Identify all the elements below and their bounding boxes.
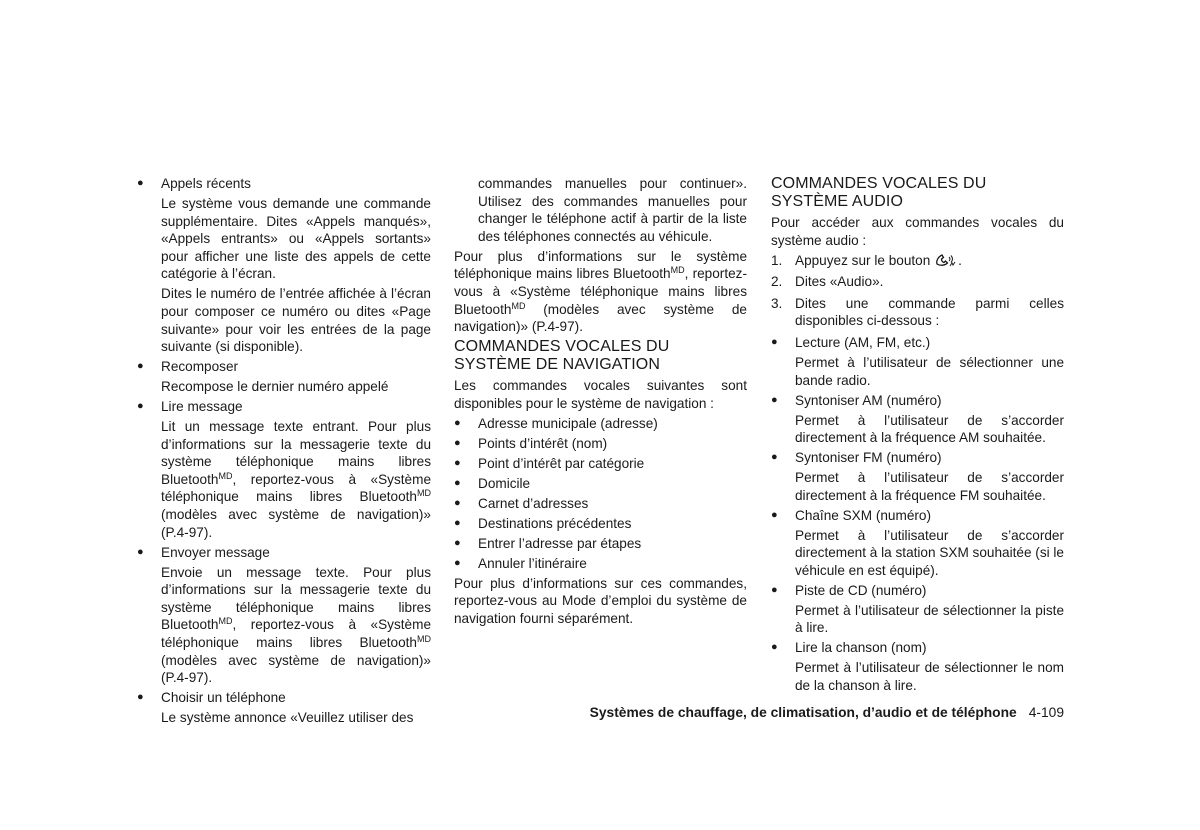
navigation-commands-list — [454, 415, 747, 572]
section-heading: COMMANDES VOCALES DU SYSTÈME AUDIO — [771, 175, 987, 210]
bullet-icon: ● — [137, 691, 144, 704]
list-item: ● Lire message — [137, 399, 243, 415]
list-item: ● Adresse municipale (adresse) — [454, 415, 658, 431]
bullet-icon: ● — [771, 641, 778, 654]
step-item: 1. Appuyez sur le bouton . — [771, 252, 962, 268]
list-item: ● Syntoniser AM (numéro) — [771, 392, 942, 408]
paragraph: Le système vous demande une commande supplémentaire. Dites «Appels manqués», «Appels entrants» ou «Appels sortants» pour afficher une liste des appels de cette catégorie à l’écran. — [161, 195, 431, 282]
paragraph: commandes manuelles pour continuer». Utilisez des commandes manuelles pour changer le téléphone actif à partir de la liste des téléphones connectés au véhicule. — [478, 176, 747, 244]
footer-section-title: Systèmes de chauffage, de climatisation, d’audio et de téléphone — [589, 705, 1017, 720]
column-middle — [454, 175, 747, 630]
paragraph: Le système annonce «Veuillez utiliser des — [161, 710, 414, 726]
bullet-icon: ● — [771, 583, 778, 596]
bullet-icon: ● — [454, 556, 461, 569]
list-item: ● Syntoniser FM (numéro) — [771, 450, 942, 466]
list-item: ● Chaîne SXM (numéro) — [771, 507, 931, 523]
bullet-icon: ● — [454, 476, 461, 489]
list-item: ● Appels récents — [137, 176, 251, 191]
list-item: ● Point d’intérêt par catégorie — [454, 455, 645, 471]
step-item: 2. Dites «Audio». — [771, 274, 884, 290]
paragraph: Dites le numéro de l’entrée affichée à l’écran pour composer ce numéro ou dites «Page suivante» pour voir les entrées de la page suivante (si disponible). — [161, 286, 431, 355]
bullet-icon: ● — [137, 177, 144, 189]
bullet-icon: ● — [454, 536, 461, 549]
bullet-icon: ● — [771, 335, 778, 348]
bullet-icon: ● — [771, 393, 778, 406]
paragraph: Pour plus d’informations sur ces commandes, reportez-vous au Mode d’emploi du système de navigation fourni séparément. — [454, 575, 747, 626]
list-item: ● Lecture (AM, FM, etc.) — [771, 334, 931, 350]
bullet-icon: ● — [771, 451, 778, 464]
list-item: ● Recomposer — [137, 359, 239, 375]
page-footer — [560, 705, 1064, 720]
column-right — [771, 175, 1064, 697]
list-item: ● Points d’intérêt (nom) — [454, 435, 608, 451]
paragraph: Permet à l’utilisateur de sélectionner une bande radio. — [795, 354, 1064, 388]
paragraph: Recompose le dernier numéro appelé — [161, 379, 389, 395]
bullet-icon: ● — [771, 508, 778, 521]
bullet-icon: ● — [454, 516, 461, 529]
bullet-icon: ● — [137, 400, 144, 413]
bullet-icon: ● — [137, 360, 144, 373]
talk-button-icon — [934, 253, 958, 267]
list-item: ● Piste de CD (numéro) — [771, 582, 927, 598]
paragraph: Les commandes vocales suivantes sont disponibles pour le système de navigation : — [454, 378, 747, 411]
list-item: ● Lire la chanson (nom) — [771, 640, 927, 656]
paragraph: Permet à l’utilisateur de s’accorder directement à la fréquence FM souhaitée. — [795, 470, 1064, 503]
list-item: ● Envoyer message — [137, 544, 270, 560]
paragraph: Permet à l’utilisateur de s’accorder directement à la fréquence AM souhaitée. — [795, 412, 1064, 446]
bullet-icon: ● — [454, 496, 461, 509]
list-item: ● Domicile — [454, 475, 531, 491]
bullet-icon: ● — [454, 456, 461, 469]
paragraph: Pour plus d’informations sur le système téléphonique mains libres Bluetooth$^{MD}$, reportez-vous à «Système téléphonique mains libres Bluetooth$^{MD}$ (modèles avec système de navigation)» (P.4-97). — [454, 248, 747, 335]
bullet-icon: ● — [454, 416, 461, 429]
list-item: ● Destinations précédentes — [454, 515, 632, 531]
paragraph: Permet à l’utilisateur de s’accorder directement à la station SXM souhaitée (si le véhicule en est équipé). — [795, 527, 1064, 578]
paragraph: Envoie un message texte. Pour plus d’informations sur la messagerie texte du système téléphonique mains libres Bluetooth$^{MD}$, reportez-vous à «Système téléphonique mains libres Bluetooth$^{MD}$ (modèles avec système de navigation)» (P.4-97). — [161, 564, 431, 686]
list-item: ● Entrer l’adresse par étapes — [454, 535, 642, 551]
bullet-icon: ● — [454, 436, 461, 449]
paragraph: Pour accéder aux commandes vocales du système audio : — [771, 215, 1064, 248]
paragraph: Lit un message texte entrant. Pour plus d’informations sur la messagerie texte du système téléphonique mains libres Bluetooth$^{MD}$, reportez-vous à «Système téléphonique mains libres Bluetooth$^{MD}$ (modèles avec système de navigation)» (P.4-97). — [161, 419, 431, 540]
page-number: 4-109 — [1028, 705, 1064, 720]
list-item: ● Choisir un téléphone — [137, 690, 286, 706]
bullet-icon: ● — [137, 545, 144, 558]
list-item: ● Annuler l’itinéraire — [454, 555, 587, 571]
column-left — [137, 175, 431, 729]
step-item: 3. Dites une commande parmi celles disponibles ci-dessous : — [771, 295, 1064, 329]
paragraph: Permet à l’utilisateur de sélectionner la piste à lire. — [795, 602, 1064, 636]
paragraph: Permet à l’utilisateur de sélectionner le nom de la chanson à lire. — [795, 660, 1064, 693]
list-item: ● Carnet d’adresses — [454, 495, 589, 511]
section-heading: COMMANDES VOCALES DU SYSTÈME DE NAVIGATION — [454, 338, 670, 374]
